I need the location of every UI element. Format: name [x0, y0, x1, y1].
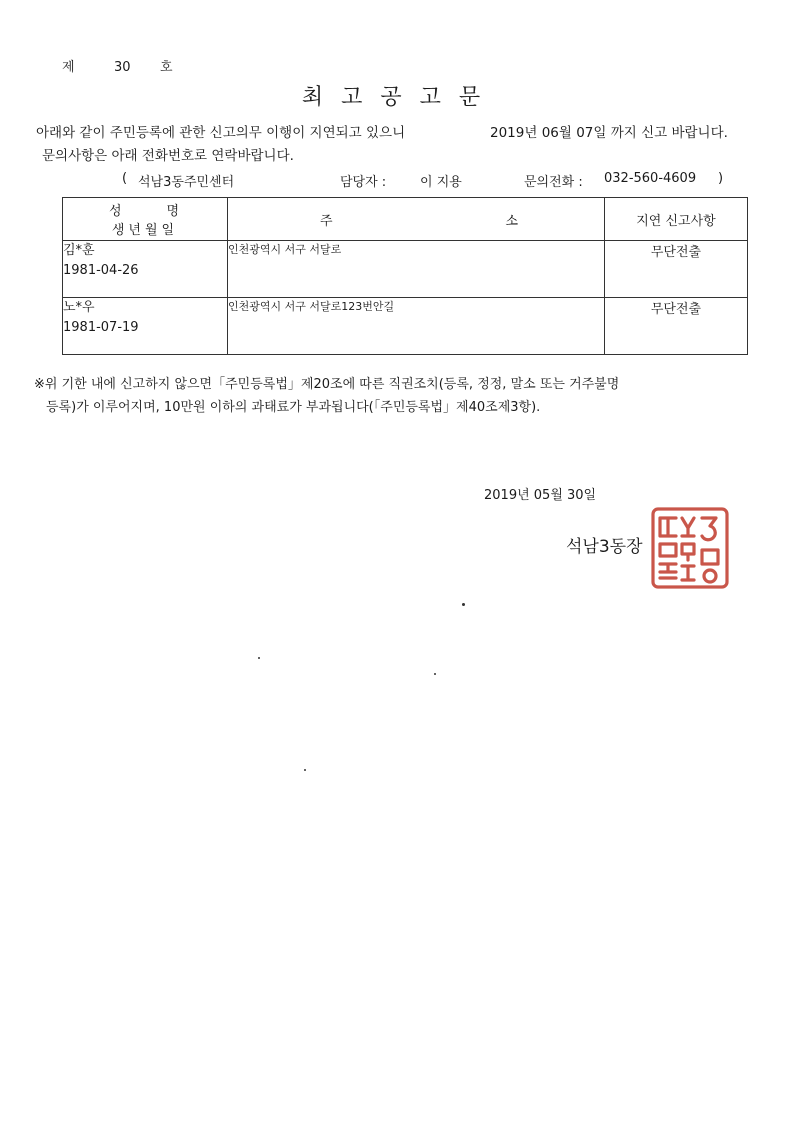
person-address: 인천광역시 서구 서달로123번안길 — [228, 298, 605, 355]
scan-speck — [258, 657, 260, 659]
contact-manager-label: 담당자 : — [340, 175, 387, 190]
header-status: 지연 신고사항 — [605, 198, 748, 241]
person-cell — [63, 241, 228, 298]
contact-phone: 032-560-4609 — [604, 171, 697, 186]
notice-line-2: 등록)가 이루어지며, 10만원 이하의 과태료가 부과됩니다(「주민등록법」제40조제3항). — [46, 400, 541, 415]
person-name: 노*우 — [63, 300, 95, 315]
contact-center: 석남3동주민센터 — [138, 175, 235, 190]
table-row — [63, 241, 748, 298]
notice-line-1: ※위 기한 내에 신고하지 않으면「주민등록법」제20조에 따른 직권조치(등록, 정정, 말소 또는 거주불명 — [34, 377, 620, 392]
signer-title: 석남3동장 — [566, 537, 643, 557]
scan-speck — [462, 603, 465, 606]
header-birth: 생년월일 — [111, 223, 179, 238]
contact-close-paren: ) — [718, 171, 724, 186]
header-name-birth — [63, 198, 228, 241]
issue-date: 2019년 05월 30일 — [484, 488, 597, 503]
issue-number-value: 30 — [114, 60, 131, 75]
issue-number — [62, 56, 173, 75]
header-address — [228, 198, 605, 241]
table-row — [63, 298, 748, 355]
person-status: 무단전출 — [605, 241, 748, 298]
scan-speck — [304, 769, 306, 771]
person-address: 인천광역시 서구 서달로 — [228, 241, 605, 298]
document-title: 최고공고문 — [301, 85, 499, 110]
deadline-text: 2019년 06월 07일 까지 신고 바랍니다. — [490, 125, 728, 141]
scan-speck — [434, 673, 436, 675]
person-name: 김*훈 — [63, 243, 95, 258]
header-name-a: 성 — [109, 204, 122, 219]
header-address-b: 소 — [505, 213, 518, 229]
issue-prefix: 제 — [62, 60, 75, 75]
contact-open-paren: ( — [122, 171, 128, 186]
overdue-list-table — [62, 197, 748, 355]
table-header-row — [63, 198, 748, 241]
header-address-a: 주 — [320, 213, 333, 229]
issue-suffix: 호 — [160, 60, 173, 75]
person-birth: 1981-04-26 — [63, 263, 139, 278]
header-name-b: 명 — [166, 204, 179, 219]
person-status: 무단전출 — [605, 298, 748, 355]
contact-manager-name: 이 지용 — [420, 175, 462, 190]
paragraph-line-1: 아래와 같이 주민등록에 관한 신고의무 이행이 지연되고 있으니 — [36, 125, 406, 141]
paragraph-line-2: 문의사항은 아래 전화번호로 연락바랍니다. — [42, 148, 294, 164]
contact-phone-label: 문의전화 : — [524, 175, 583, 190]
person-cell — [63, 298, 228, 355]
header-name — [63, 200, 227, 219]
person-birth: 1981-07-19 — [63, 320, 139, 335]
official-seal-stamp — [650, 506, 730, 590]
